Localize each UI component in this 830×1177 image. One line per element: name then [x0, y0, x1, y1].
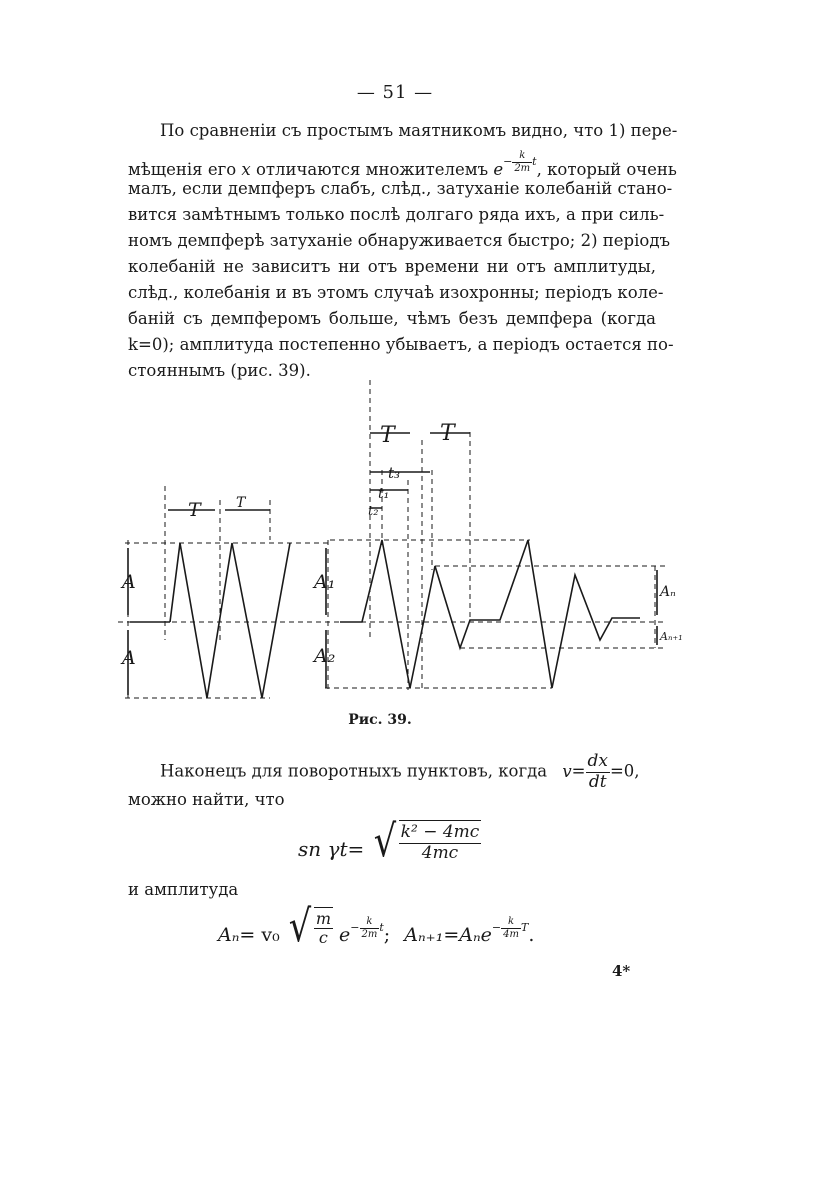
label-T-right-1: T: [380, 423, 395, 448]
label-An: Aₙ: [660, 584, 676, 600]
label-T-right-2: T: [440, 421, 455, 446]
paragraph-1-line-10: стояннымъ (рис. 39).: [128, 361, 311, 380]
damped-wave: [340, 540, 640, 688]
label-An1: Aₙ₊₁: [660, 630, 683, 643]
label-t2: t₂: [368, 504, 379, 519]
formula-2-end: .: [528, 924, 535, 946]
paragraph-1-line-1: По сравненіи съ простымъ маятникомъ видно, что 1) пере-: [160, 121, 678, 140]
label-A-left-bottom: A: [122, 647, 136, 669]
variable-v: v: [562, 761, 572, 781]
text-segment: мѣщенія его: [128, 160, 237, 179]
label-A1: A₁: [314, 571, 336, 593]
paragraph-3-line-1: и амплитуда: [128, 880, 239, 899]
text-segment: , который очень: [536, 160, 677, 179]
label-t1: t₁: [378, 486, 390, 502]
exp-base: e: [493, 160, 504, 179]
paragraph-1-line-3: малъ, если демпферъ слабъ, слѣд., затуханіе колебаній стано-: [128, 179, 673, 198]
dx-dt-fraction: $\frac{dx}{dt}$: [587, 751, 608, 792]
paragraph-2-line-2: можно найти, что: [128, 790, 285, 809]
formula-2-lhs: Aₙ: [218, 924, 240, 946]
exponent: − k 2m t: [503, 150, 537, 174]
label-A-left-top: A: [122, 571, 136, 593]
exponent-2: − k 4m T: [491, 916, 529, 940]
page-signature: 4*: [612, 962, 631, 980]
formula-2-eq: = v₀: [239, 924, 280, 946]
paragraph-1-line-9: k=0); амплитуда постепенно убываетъ, а періодъ остается по-: [128, 335, 674, 354]
formula-2-lhs2: Aₙ₊₁: [404, 924, 444, 946]
exp-base-1: e: [339, 924, 351, 946]
text-segment: Наконецъ для поворотныхъ пунктовъ, когда: [160, 761, 548, 781]
paragraph-1-line-7: слѣд., колебанія и въ этомъ случаѣ изохронны; періодъ коле-: [128, 283, 664, 302]
equals-zero: =0,: [609, 761, 640, 781]
paragraph-1-line-5: номъ демпферѣ затуханіе обнаруживается быстро; 2) періодъ: [128, 231, 670, 250]
variable-x: x: [241, 160, 251, 179]
radical-sign-2: √: [288, 901, 312, 952]
formula-2: [218, 901, 535, 952]
paragraph-1-line-8: баній съ демпферомъ больше, чѣмъ безъ демпфера (когда: [128, 309, 656, 328]
formula-1: [298, 816, 481, 867]
formula-1-lhs: sn γt: [298, 837, 348, 861]
formula-2-rhs2: Aₙ: [459, 924, 481, 946]
radical-sign: √: [373, 816, 396, 867]
exp-base-2: e: [480, 924, 492, 946]
equals-sign: =: [571, 761, 586, 781]
paragraph-1-line-6: колебаній не зависитъ ни отъ времени ни отъ амплитуды,: [128, 257, 656, 276]
undamped-wave: [170, 543, 290, 698]
formula-2-eq2: =: [443, 924, 460, 946]
label-T-left: T: [188, 499, 201, 521]
formula-1-sqrt: √ $\frac{\text{k² − 4mc}}{4mc}$: [373, 816, 480, 867]
paragraph-1-line-4: вится замѣтнымъ только послѣ долгаго ряда ихъ, а при силь-: [128, 205, 665, 224]
label-T-left-2: T: [236, 495, 246, 511]
formula-1-eq: =: [347, 837, 365, 861]
page-number: — 51 —: [356, 82, 434, 103]
paragraph-2-line-1: [160, 752, 660, 792]
figure-caption: Рис. 39.: [348, 712, 412, 728]
label-A2: A₂: [314, 645, 336, 667]
exponent-1: − k 2m t: [350, 916, 384, 940]
text-segment: отличаются множителемъ: [255, 160, 489, 179]
separator: ;: [383, 924, 391, 946]
formula-2-sqrt: √ $\frac{m}{c}$: [288, 901, 331, 952]
label-t3: t₃: [388, 464, 401, 482]
